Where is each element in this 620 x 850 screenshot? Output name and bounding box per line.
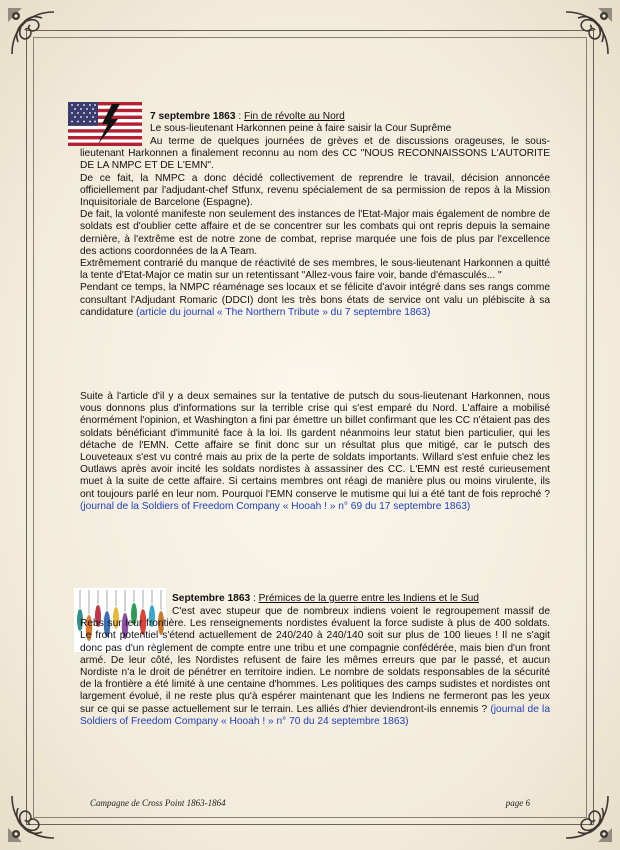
section1-title: Fin de révolte au Nord (244, 111, 345, 122)
footer-page-number: page 6 (505, 798, 530, 808)
ornament-corner-icon (4, 786, 64, 846)
section3-header (172, 593, 552, 605)
ornament-corner-icon (556, 4, 616, 64)
ornament-corner-icon (556, 786, 616, 846)
section1-paragraph-last (80, 282, 550, 319)
section2-source: (journal de la Soldiers of Freedom Company « Hooah ! » n° 69 du 17 septembre 1863) (80, 500, 471, 512)
section1-paragraph: De fait, la volonté manifeste non seulement des instances de l'Etat-Major mais également de nombre de soldats est d'oublier cette affaire et de se concentrer sur les combats qui ont repris depuis la semaine dernière, à l'extrême est de notre zone de combat, reprise marquée une fois de plus par l'excellence des actions coordonnées de la A Team. (80, 209, 550, 257)
section1-body (80, 136, 550, 319)
section3-title: Prémices de la guerre entre les Indiens et le Sud (258, 593, 479, 604)
footer-campaign: Campagne de Cross Point 1863-1864 (90, 798, 226, 808)
section2-text: Suite à l'article d'il y a deux semaines sur la tentative de putsch du sous-lieutenant Harkonnen, nous vous donnons plus d'informations sur la terrible crise qui s'est emparé du Nord. L'affaire a mobilisé énormément l'opinion, et Washington a fini par émettre un billet confirmant que les CC n'étaient pas des soldats bénéficiant d'immunité face à la loi. Ils gardent néanmoins leur statut bien particulier, qui les détache de l'EMN. Cette affaire se finit donc sur un résultat plus que mitigé, car le putsch des Louveteaux s'est vu contré mais au prix de la perte de soldats importants. Willard s'est enfuie chez les Outlaws après avoir incité les soldats nordistes à assassiner des CC. L'EMN est resté curieusement muet à la suite de cette affaire. Si certains membres ont réagi de manière plus ou moins virulente, ils ont toujours parlé en leur nom. Pourquoi l'EMN conserve le mutisme qui lui a été tant de fois reproché ? (80, 391, 550, 500)
section3-separator: : (250, 593, 259, 604)
section1-paragraph: Extrêmement contrarié du manque de réactivité de ses membres, le sous-lieutenant Harkonnen a quitté la tente d'Etat-Major ce matin sur un retentissant "Allez-vous faire voir, bande d'émasculés... " (80, 258, 550, 282)
section2-body (80, 391, 550, 513)
section3-paragraph (80, 606, 550, 728)
ornament-corner-icon (4, 4, 64, 64)
section2-paragraph (80, 391, 550, 513)
section1-paragraph: Au terme de quelques journées de grèves et de discussions orageuses, le sous-lieutenant Harkonnen a finalement reconnu au nom des CC "NOUS RECONNAISSONS L'AUTORITE DE LA NMPC ET DE L'EMN". (80, 136, 550, 172)
section1-separator: : (235, 111, 245, 122)
section3-body (80, 606, 550, 728)
section1-date: 7 septembre 1863 (150, 111, 236, 122)
section3-text: C'est avec stupeur que de nombreux indiens voient le regroupement massif de Rebs sur leur frontière. Les renseignements nordistes évaluent la force sudiste à plus de 400 soldats. Le front potentiel s'étend actuellement de 240/240 à 240/140 soit sur plus de 100 lieues ! Il ne s'agit donc pas d'un règlement de compte entre une tribu et une compagnie confédérée, mais bien d'un front armé. De leur côté, les Nordistes refusent de faire les mêmes erreurs que par le passé, et aucun Nordiste n'a le droit de pénétrer en territoire indien. Le nombre de soldats responsables de la sécurité de la frontière a été limité à une centaine d'hommes. Les politiques des camps sudistes et nordistes ont largement évolué, il ne reste plus qu'à espérer maintenant que les Indiens ne fermeront pas les yeux sur ce qui se passe actuellement sur le terrain. Les alliés d'hier deviendront-ils ennemis ? (80, 606, 550, 715)
section1-last-text: Pendant ce temps, la NMPC réaménage ses locaux et se félicite d'avoir intégré dans ses rangs comme consultant l'Adjudant Romaric (DDCI) dont les très bons états de service ont valu un plébiscite à sa candidature (80, 282, 550, 318)
section1-paragraph: De ce fait, la NMPC a donc décidé collectivement de reprendre le travail, décision annoncée officiellement par l'adjudant-chef Stfunx, revenu spécialement de sa permission de repos à la Mission Inquisitoriale de Barcelone (Espagne). (80, 172, 550, 209)
section1-source: (article du journal « The Northern Tribute » du 7 septembre 1863) (136, 306, 431, 318)
section3-source: (journal de la Soldiers of Freedom Company « Hooah ! » n° 70 du 24 septembre 1863) (80, 703, 550, 727)
section3-date: Septembre 1863 (172, 593, 251, 604)
section1-subtitle: Le sous-lieutenant Harkonnen peine à faire saisir la Cour Suprême (150, 123, 452, 135)
section1-header (150, 111, 550, 135)
